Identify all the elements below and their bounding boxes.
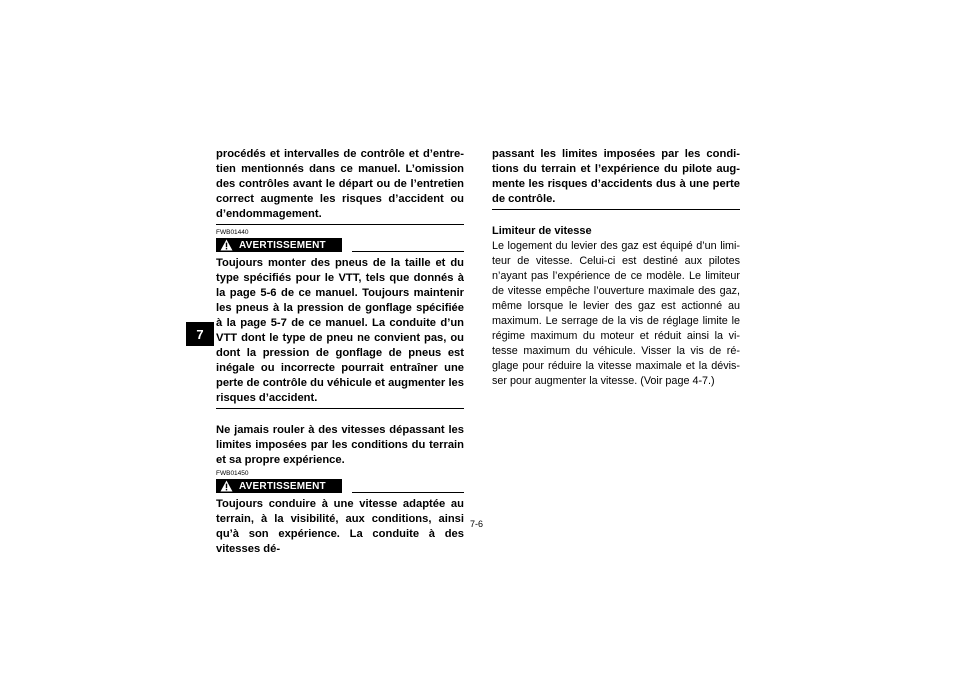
- chapter-tab: 7: [186, 322, 214, 346]
- section-text: Le logement du levier des gaz est équipé d’un limi-teur de vitesse. Celui-ci est destiné aux pilotes n’ayant pas l’expérience de ce modèle. Le limiteur de vitesse empêche l’ouverture maximale des gaz, même lorsque le levier des gaz est actionné au maximum. Le serrage de la vis de réglage limite le régime maximum du moteur et réduit ainsi la vi-tesse maximum du véhicule. Visser la vis de ré-glage pour réduire la vitesse maximale et la dévis-ser pour augmenter la vitesse. (Voir page 4-7.): [492, 240, 740, 387]
- page-number: 7-6: [470, 519, 484, 529]
- divider: [216, 224, 464, 225]
- left-column: [216, 147, 464, 557]
- right-column: [492, 147, 740, 389]
- divider: [492, 209, 740, 210]
- statement-text: Ne jamais rouler à des vitesses dépassant les limites imposées par les conditions du terrain et sa propre expérience.: [216, 424, 464, 466]
- warning-badge: [216, 479, 342, 493]
- warning-triangle-icon: [218, 238, 234, 252]
- warning-label: AVERTISSEMENT: [239, 239, 326, 251]
- warning-code: FWB01440: [216, 229, 249, 236]
- divider: [352, 492, 464, 493]
- warning-header: [216, 479, 464, 493]
- divider: [216, 408, 464, 409]
- section-heading: Limiteur de vitesse: [492, 225, 592, 237]
- warning-label: AVERTISSEMENT: [239, 480, 326, 492]
- warning-header: [216, 238, 464, 252]
- warning-triangle-icon: [218, 479, 234, 493]
- warning-text: Toujours monter des pneus de la taille et du type spécifiés pour le VTT, tels que donnés à la page 5-6 de ce manuel. Toujours maintenir les pneus à la pression de gonflage spécifiée à la page 5-7 de ce manuel. La conduite d’un VTT dont le type de pneu ne convient pas, ou dont la pression de gonflage de pneus est inégale ou incorrecte pourrait entraîner une perte de contrôle du véhicule et augmenter les risques d’accident.: [216, 257, 464, 404]
- warning-text: Toujours conduire à une vitesse adaptée au terrain, à la visibilité, aux conditions, ainsi qu’à son expérience. La conduite à des vitesses dé-: [216, 498, 464, 555]
- warning-badge: [216, 238, 342, 252]
- intro-text: procédés et intervalles de contrôle et d’entre-tien mentionnés dans ce manuel. L’omission des contrôles avant le départ ou de l’entretien correct augmente les risques d’accident ou d’endommagement.: [216, 148, 464, 220]
- warning-code: FWB01450: [216, 470, 249, 477]
- divider: [352, 251, 464, 252]
- continued-warning-text: passant les limites imposées par les condi-tions du terrain et l’expérience du pilote aug-mente les risques d’accidents dus à une perte de contrôle.: [492, 148, 740, 205]
